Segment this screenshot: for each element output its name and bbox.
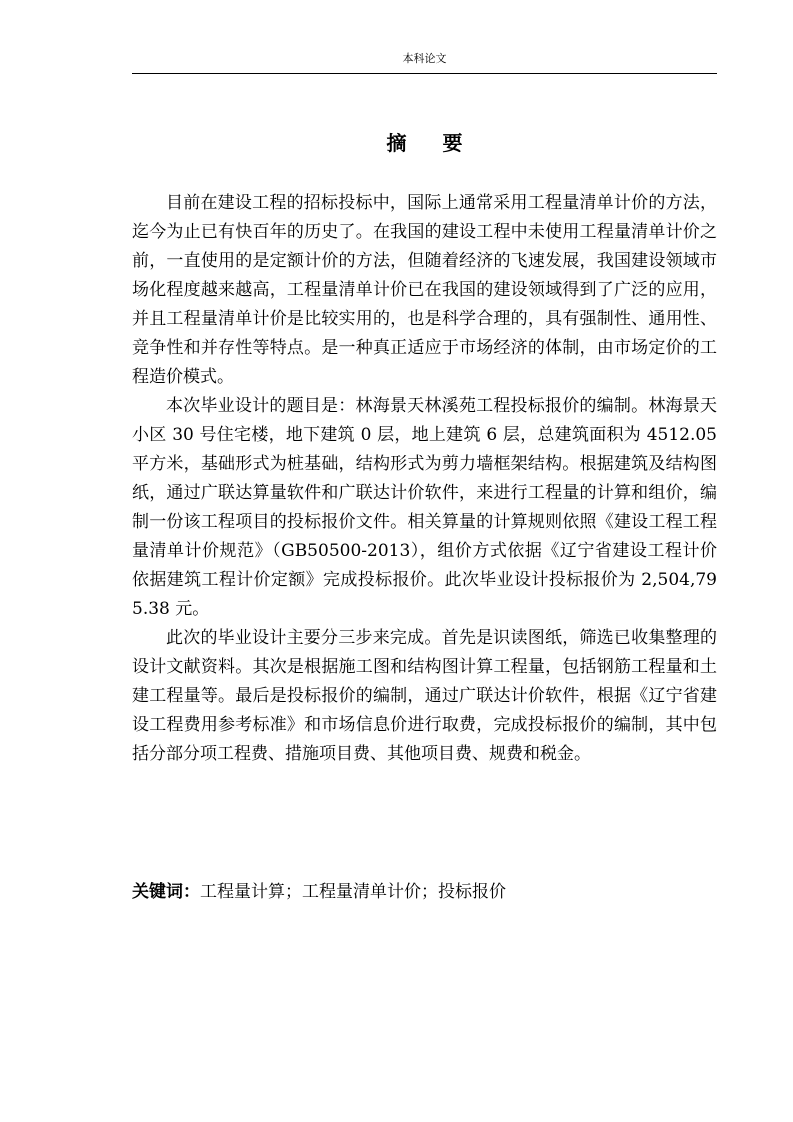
keywords-line xyxy=(132,878,717,906)
keywords-label: 关键词： xyxy=(132,882,200,902)
keywords-text: 工程量计算；工程量清单计价；投标报价 xyxy=(200,882,506,902)
abstract-body xyxy=(132,189,717,769)
abstract-paragraph-3: 此次的毕业设计主要分三步来完成。首先是识读图纸，筛选已收集整理的设计文献资料。其次是根据施工图和结构图计算工程量，包括钢筋工程量和土建工程量等。最后是投标报价的编制，通过广联达计价软件，根据《辽宁省建设工程费用参考标准》和市场信息价进行取费，完成投标报价的编制，其中包括分部分项工程费、措施项目费、其他项目费、规费和税金。 xyxy=(132,628,717,764)
abstract-paragraph-2: 本次毕业设计的题目是：林海景天林溪苑工程投标报价的编制。林海景天小区 30 号住宅楼，地下建筑 0 层，地上建筑 6 层，总建筑面积为 4512.05 平方米，基础形式为桩基础，结构形式为剪力墙框架结构。根据建筑及结构图纸，通过广联达算量软件和广联达计价软件，来进行工程量的计算和组价，编制一份该工程项目的投标报价文件。相关算量的计算规则依照《建设工程工程量清单计价规范》（GB50500-2013），组价方式依据《辽宁省建设工程计价依据建筑工程计价定额》完成投标报价。此次毕业设计投标报价为 2,504,795.38 元。 xyxy=(132,396,717,619)
abstract-paragraph-1: 目前在建设工程的招标投标中，国际上通常采用工程量清单计价的方法，迄今为止已有快百年的历史了。在我国的建设工程中未使用工程量清单计价之前，一直使用的是定额计价的方法，但随着经济的飞速发展，我国建设领域市场化程度越来越高，工程量清单计价已在我国的建设领域得到了广泛的应用，并且工程量清单计价是比较实用的，也是科学合理的，具有强制性、通用性、竞争性和并存性等特点。是一种真正适应于市场经济的体制，由市场定价的工程造价模式。 xyxy=(132,193,717,387)
running-header: 本科论文 xyxy=(402,52,447,65)
header-rule xyxy=(132,73,717,74)
page-title: 摘要 xyxy=(386,131,499,155)
